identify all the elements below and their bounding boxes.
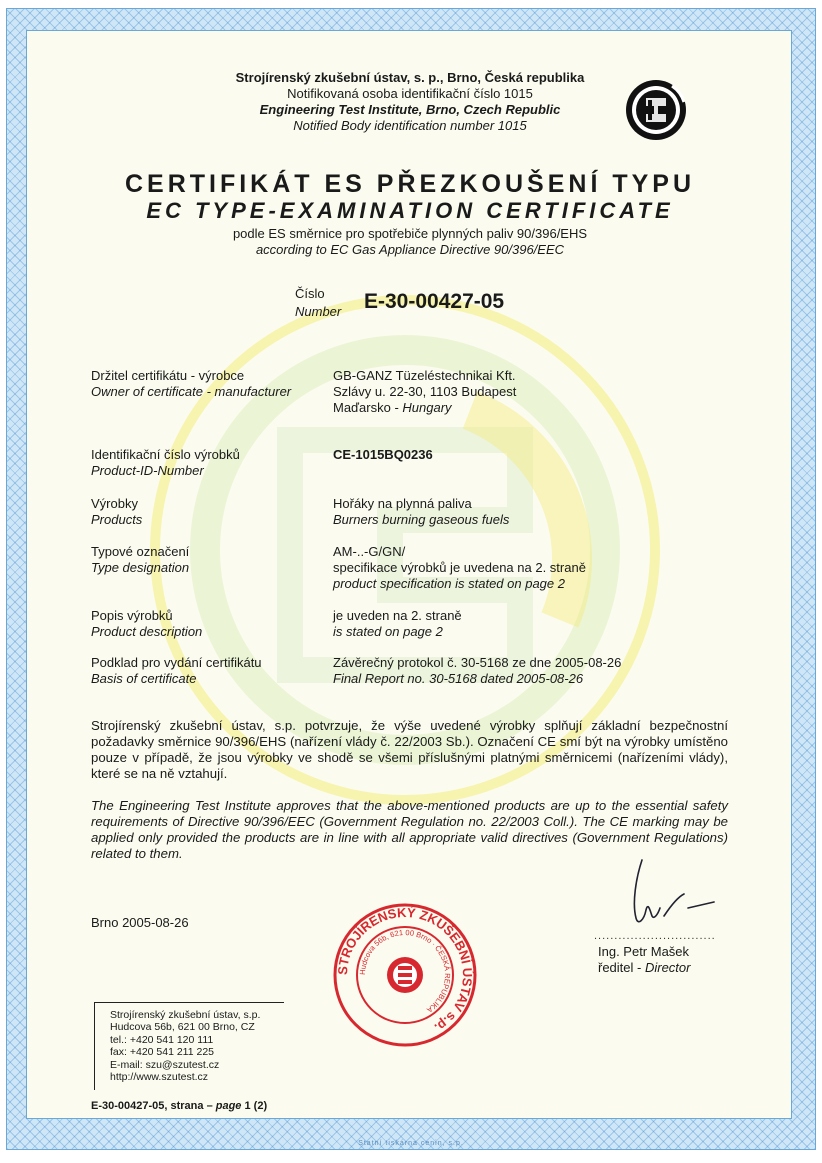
certificate-number: E-30-00427-05: [364, 290, 505, 313]
basis-value-cz: Závěrečný protokol č. 30-5168 ze dne 2005-08-26: [333, 655, 622, 670]
official-stamp: [330, 900, 480, 1050]
products-value-cz: Hořáky na plynná paliva: [333, 496, 472, 511]
footer-ref: E-30-00427-05, strana –: [91, 1100, 216, 1112]
product-id-value: CE-1015BQ0236: [333, 447, 433, 462]
owner-label-cz: Držitel certifikátu - výrobce: [91, 368, 245, 383]
owner-name: GB-GANZ Tüzeléstechnikai Kft.: [333, 368, 516, 383]
basis-value-en: Final Report no. 30-5168 dated 2005-08-26: [333, 671, 584, 686]
owner-country: [333, 400, 753, 416]
address-border-left: [94, 1002, 95, 1090]
signature-dots: ..............................: [594, 930, 716, 942]
address-block: [110, 1009, 260, 1083]
owner-address: Szlávy u. 22-30, 1103 Budapest: [333, 384, 517, 399]
description-label-cz: Popis výrobků: [91, 608, 173, 623]
owner-country-cz: Maďarsko -: [333, 400, 403, 415]
szu-logo-icon: [624, 78, 688, 142]
address-web: http://www.szutest.cz: [110, 1071, 209, 1084]
page-footer: [91, 1100, 267, 1112]
issuer-name-cz: Strojírenský zkušební ústav, s. p., Brno, Česká republika: [235, 70, 585, 85]
footer-page-num: 1 (2): [241, 1100, 268, 1112]
type-label-cz: Typové označení: [91, 544, 190, 559]
signatory-title-en: Director: [644, 960, 691, 975]
title-cz: CERTIFIKÁT ES PŘEZKOUŠENÍ TYPU: [124, 170, 696, 198]
stamp-inner-text: Hudcova 56b, 621 00 Brno · ČESKÁ REPUBLIKA: [357, 927, 453, 1015]
type-label-en: Type designation: [91, 560, 190, 575]
directive-cz: podle ES směrnice pro spotřebiče plynných paliv 90/396/EHS: [232, 226, 588, 241]
statement-cz: Strojírenský zkušební ústav, s.p. potvrzuje, že výše uvedené výrobky splňují základní bezpečnostní požadavky směrnice 90/396/EHS (nařízení vlády č. 22/2003 Sb.). Označení CE smí být na výrobky umístěno pouze v případě, že jsou výrobky ve shodě se všemi příslušnými platnými směrnicemi (nařízeními vlády), které se na ně vztahují.: [91, 718, 728, 781]
stamp-ring-text: STROJÍRENSKÝ ZKUŠEBNÍ ÚSTAV s.p.: [334, 904, 476, 1036]
issuer-name-en: Engineering Test Institute, Brno, Czech Republic: [259, 102, 561, 117]
address-line-2: Hudcova 56b, 621 00 Brno, CZ: [110, 1021, 255, 1034]
address-line-1: Strojírenský zkušební ústav, s.p.: [110, 1009, 261, 1021]
products-label-en: Products: [91, 512, 143, 527]
signatory-name: Ing. Petr Mašek: [598, 944, 690, 959]
owner-label-en: Owner of certificate - manufacturer: [91, 384, 292, 399]
address-border-top: [94, 1002, 284, 1003]
number-label-en: Number: [295, 304, 342, 319]
signatory-title-cz: ředitel -: [598, 960, 645, 975]
description-value-en: is stated on page 2: [333, 624, 443, 639]
product-id-label-cz: Identifikační číslo výrobků: [91, 447, 240, 462]
product-id-label-en: Product-ID-Number: [91, 463, 204, 478]
basis-label-cz: Podklad pro vydání certifikátu: [91, 655, 262, 670]
title-en: EC TYPE-EXAMINATION CERTIFICATE: [146, 198, 674, 223]
issuer-notified-cz: Notifikovaná osoba identifikační číslo 1015: [287, 86, 533, 101]
type-spec-cz: specifikace výrobků je uvedena na 2. straně: [333, 560, 586, 575]
description-label-en: Product description: [91, 624, 203, 639]
basis-label-en: Basis of certificate: [91, 671, 197, 686]
statement-en: The Engineering Test Institute approves that the above-mentioned products are up to the essential safety requirements of Directive 90/396/EEC (Government Regulation no. 22/2003 Coll.). The CE marking may be applied only provided the products are in line with all appropriate valid directives (Government Regulations) related to them.: [91, 798, 728, 861]
type-value: AM-..-G/GN/: [333, 544, 406, 559]
directive-en: according to EC Gas Appliance Directive 90/396/EEC: [255, 242, 565, 257]
products-value-en: Burners burning gaseous fuels: [333, 512, 510, 527]
handwritten-signature: [614, 858, 724, 938]
address-phone: tel.: +420 541 120 111: [110, 1033, 214, 1046]
issuer-notified-en: Notified Body identification number 1015: [293, 118, 527, 133]
number-label-cz: Číslo: [295, 286, 325, 301]
address-fax: fax: +420 541 211 225: [110, 1046, 215, 1059]
type-spec-en: product specification is stated on page 2: [333, 576, 565, 591]
printer-imprint: Statní tiskárna cenin, s.p.: [358, 1140, 464, 1147]
address-email: E-mail: szu@szutest.cz: [110, 1058, 220, 1071]
signatory-title: [598, 960, 690, 975]
description-value-cz: je uveden na 2. straně: [333, 608, 462, 623]
owner-country-en: Hungary: [402, 400, 452, 415]
place-date: Brno 2005-08-26: [91, 915, 189, 930]
products-label-cz: Výrobky: [91, 496, 138, 511]
footer-page-word: page: [215, 1100, 242, 1112]
